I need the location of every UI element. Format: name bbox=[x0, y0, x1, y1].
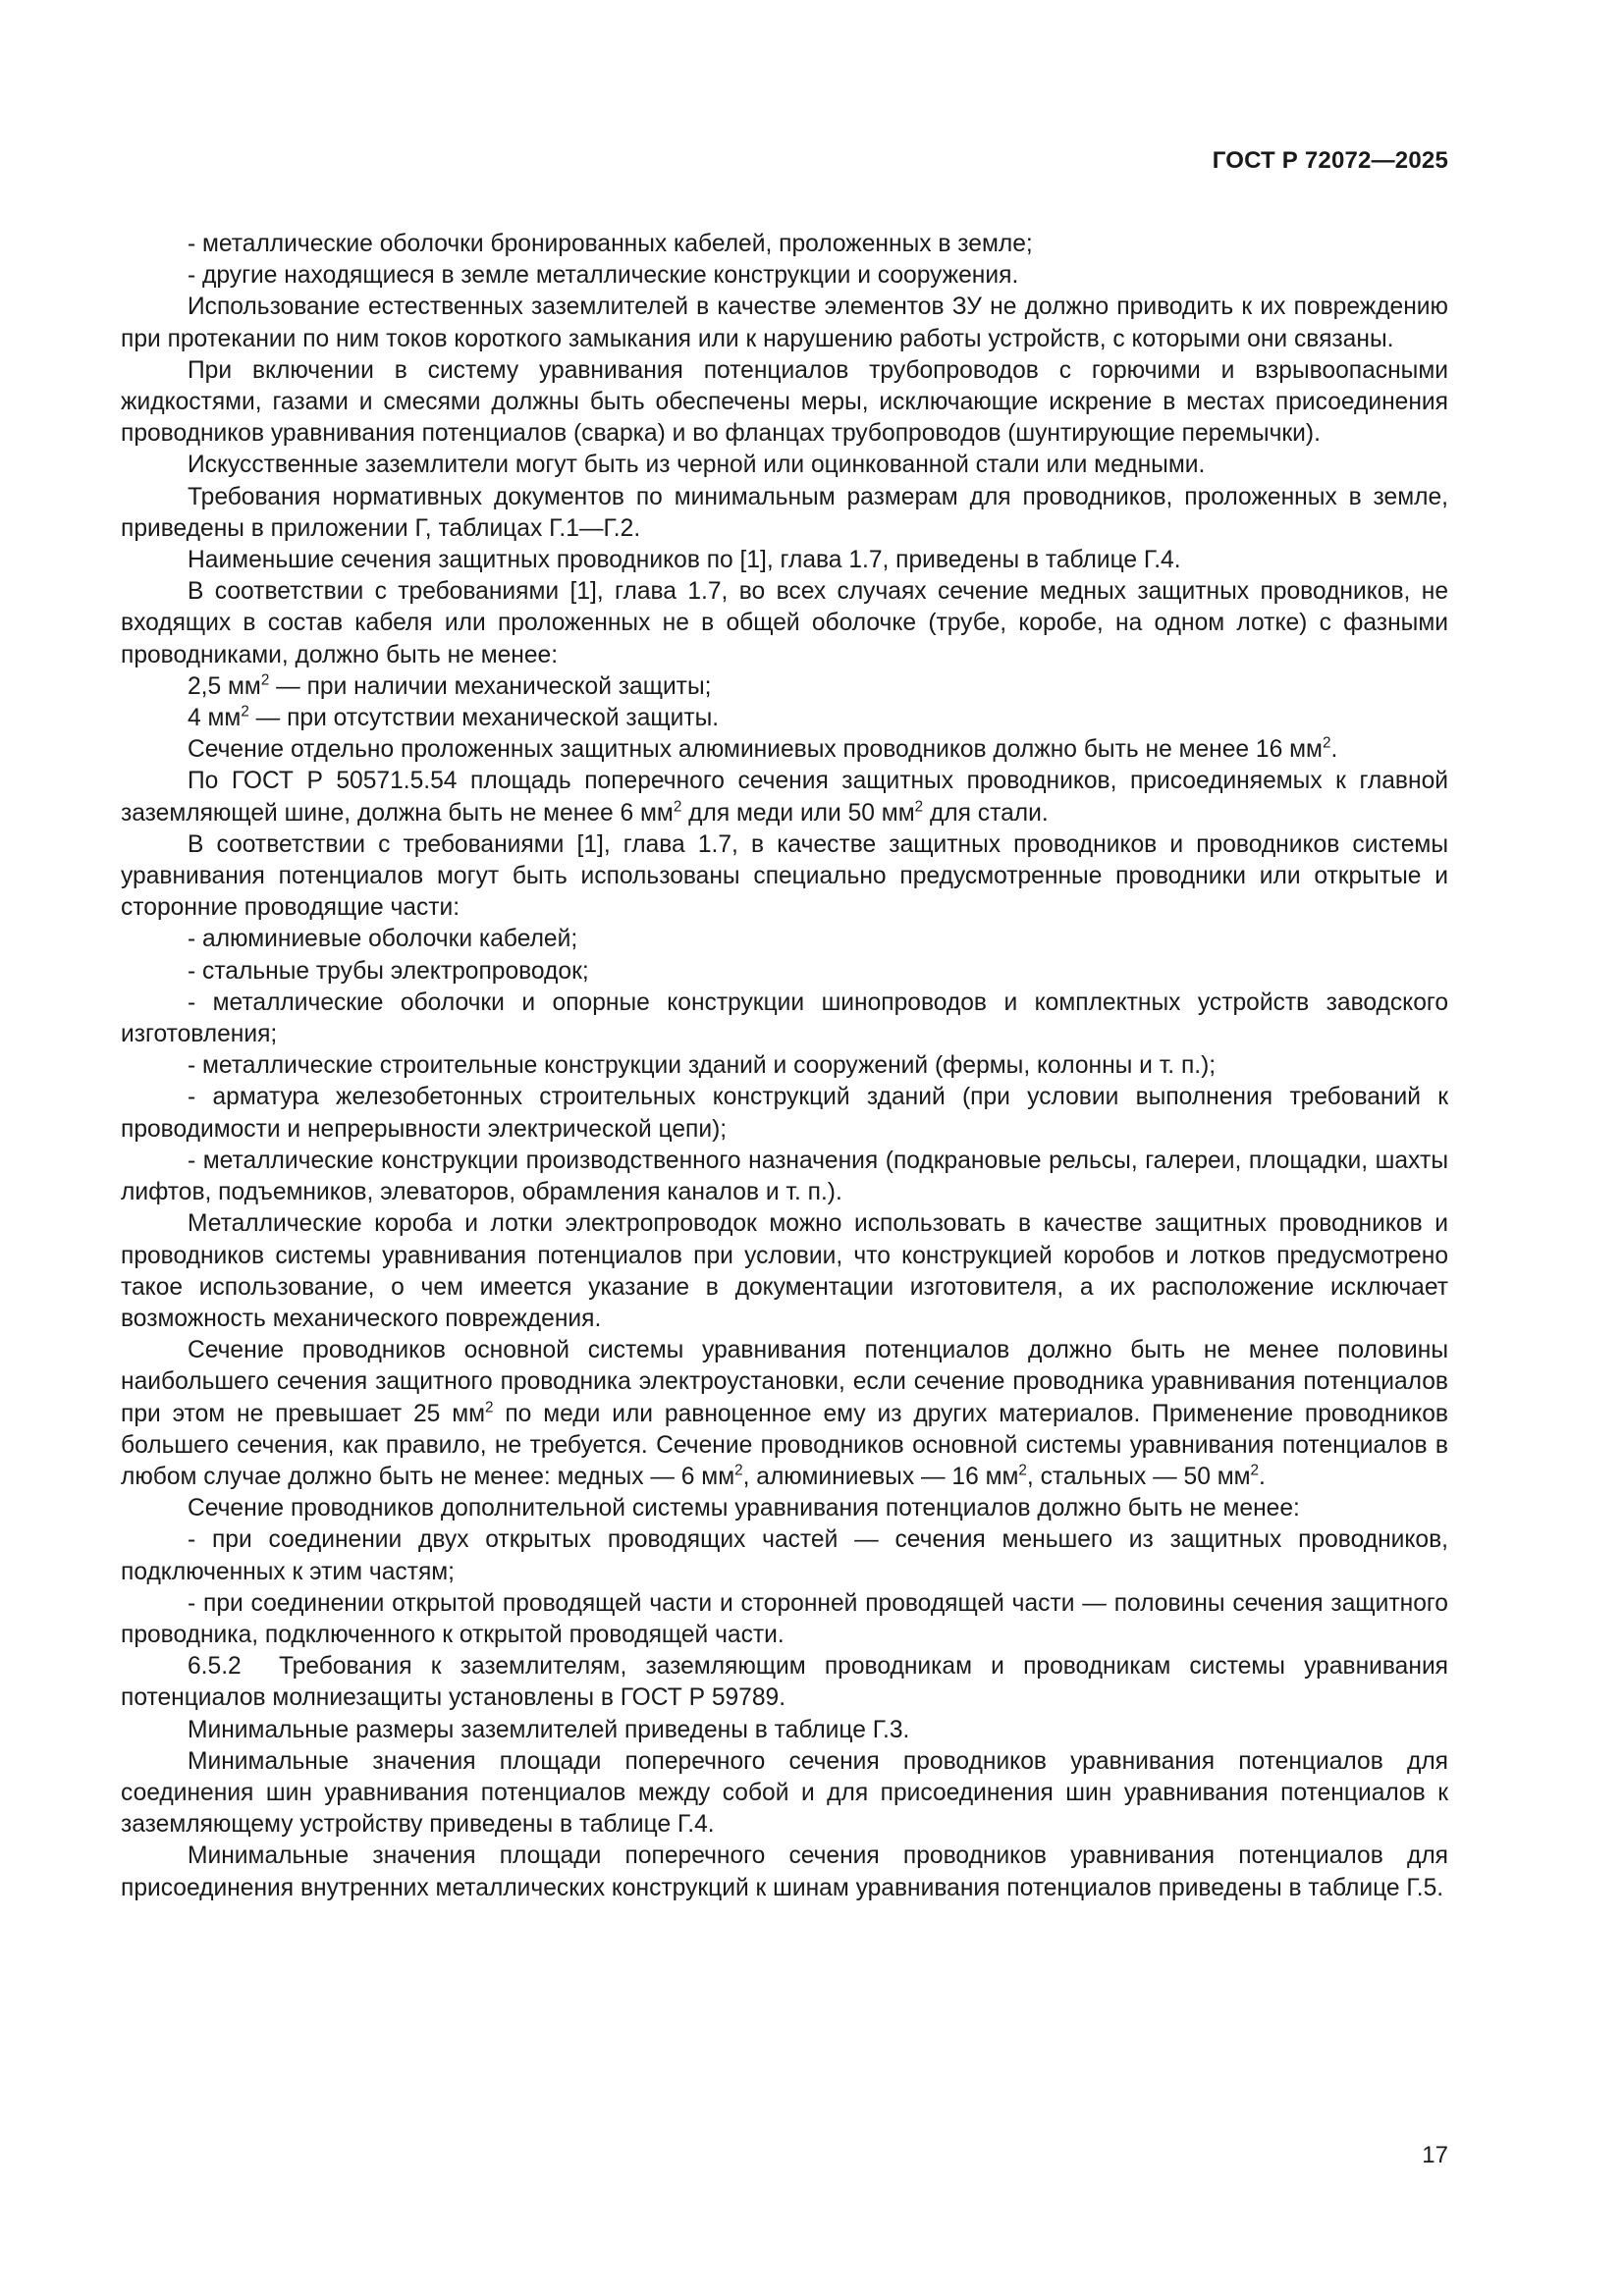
body-text bbox=[121, 229, 1455, 1904]
document-header: ГОСТ Р 72072—2025 bbox=[1212, 147, 1448, 174]
paragraph: Искусственные заземлители могут быть из черной или оцинкованной стали или медными. bbox=[188, 452, 1206, 479]
paragraph: Минимальные размеры заземлителей приведены в таблице Г.3. bbox=[188, 1716, 910, 1743]
paragraph: - другие находящиеся в земле металлические конструкции и сооружения. bbox=[188, 262, 1019, 290]
paragraph-4mm: 4 $мм^2$ — при отсутствии механической защиты. bbox=[188, 703, 720, 732]
paragraph: Минимальные значения площади поперечного сечения проводников уравнивания потенциалов для присоединения внутренних металлических конструкций к шинам уравнивания потенциалов приведены в таблице Г.5. bbox=[121, 1842, 1448, 1901]
page-number: 17 bbox=[1422, 2142, 1448, 2168]
list-item: - стальные трубы электропроводок; bbox=[188, 957, 589, 985]
list-item: - металлические конструкции производственного назначения (подкрановые рельсы, галереи, площадки, шахты лифтов, подъемников, элеваторов, обрамления каналов и т. п.). bbox=[121, 1147, 1448, 1206]
paragraph: - металлические оболочки бронированных кабелей, проложенных в земле; bbox=[188, 231, 1033, 257]
paragraph: Требования нормативных документов по минимальным размерам для проводников, проложенных в земле, приведены в приложении Г, таблицах Г.1—Г.2. bbox=[121, 483, 1448, 542]
paragraph-main-system: Сечение проводников основной системы уравнивания потенциалов должно быть не менее половины наибольшего сечения защитного проводника электроустановки, если сечение проводника уравнивания потенциалов при этом не превышает 25 $мм^2$ по меди или равноценное ему из других материалов. Применение проводников большего сечения, как правило, не требуется. Сечение проводников основной системы уравнивания потенциалов в любом случае должно быть не менее: медных — 6 $мм^2$, алюминиевых — 16 $мм^2$, стальных — 50 $мм^2$. bbox=[121, 1337, 1448, 1490]
list-item: - арматура железобетонных строительных конструкций зданий (при условии выполнения требований к проводимости и непрерывности электрической цепи); bbox=[121, 1084, 1448, 1143]
list-item: - алюминиевые оболочки кабелей; bbox=[188, 926, 578, 953]
paragraph: Минимальные значения площади поперечного сечения проводников уравнивания потенциалов для соединения шин уравнивания потенциалов между собой и для присоединения шин уравнивания потенциалов к заземляющему устройству приведены в таблице Г.4. bbox=[121, 1747, 1448, 1839]
paragraph: Металлические короба и лотки электропроводок можно использовать в качестве защитных проводников и проводников системы уравнивания потенциалов при условии, что конструкцией коробов и лотков предусмотрено такое использование, о чем имеется указание в документации изготовителя, а их расположение исключает возможность механического повреждения. bbox=[121, 1210, 1448, 1332]
section-paragraph: 6.5.2 Требования к заземлителям, заземляющим проводникам и проводникам системы уравнивания потенциалов молниезащиты установлены в ГОСТ Р 59789. bbox=[121, 1653, 1455, 1712]
paragraph: При включении в систему уравнивания потенциалов трубопроводов с горючими и взрывоопасными жидкостями, газами и смесями должны быть обеспечены меры, исключающие искрение в местах присоединения проводников уравнивания потенциалов (сварка) и во фланцах трубопроводов (шунтирующие перемычки). bbox=[121, 356, 1448, 448]
list-item: - металлические оболочки и опорные конструкции шинопроводов и комплектных устройств заводского изготовления; bbox=[121, 988, 1448, 1048]
paragraph: В соответствии с требованиями [1], глава 1.7, во всех случаях сечение медных защитных проводников, не входящих в состав кабеля или проложенных не в общей оболочке (трубе, коробе, на одном лотке) с фазными проводниками, должно быть не менее: bbox=[121, 578, 1448, 668]
paragraph: В соответствии с требованиями [1], глава 1.7, в качестве защитных проводников и проводников системы уравнивания потенциалов могут быть использованы специально предусмотренные проводники или открытые и сторонние проводящие части: bbox=[121, 830, 1448, 922]
list-item: - при соединении открытой проводящей части и сторонней проводящей части — половины сечения защитного проводника, подключенного к открытой проводящей части. bbox=[121, 1589, 1448, 1648]
list-item: - при соединении двух открытых проводящих частей — сечения меньшего из защитных проводников, подключенных к этим частям; bbox=[121, 1526, 1448, 1585]
paragraph-aluminium: Сечение отдельно проложенных защитных алюминиевых проводников должно быть не менее 16 $мм^2$. bbox=[188, 734, 1338, 764]
paragraph-gost-50571: По ГОСТ Р 50571.5.54 площадь поперечного сечения защитных проводников, присоединяемых к главной заземляющей шине, должна быть не менее 6 $мм^2$ для меди или 50 $мм^2$ для стали. bbox=[121, 768, 1448, 827]
paragraph: Наименьшие сечения защитных проводников по [1], глава 1.7, приведены в таблице Г.4. bbox=[188, 547, 1181, 574]
paragraph: Сечение проводников дополнительной системы уравнивания потенциалов должно быть не менее: bbox=[188, 1495, 1300, 1522]
paragraph: Использование естественных заземлителей в качестве элементов ЗУ не должно приводить к их повреждению при протекании по ним токов короткого замыкания или к нарушению работы устройств, с которыми они связаны. bbox=[121, 294, 1448, 352]
paragraph-2-5mm: 2,5 $мм^2$ — при наличии механической защиты; bbox=[188, 671, 712, 700]
list-item: - металлические строительные конструкции зданий и сооружений (фермы, колонны и т. п.); bbox=[188, 1052, 1217, 1080]
